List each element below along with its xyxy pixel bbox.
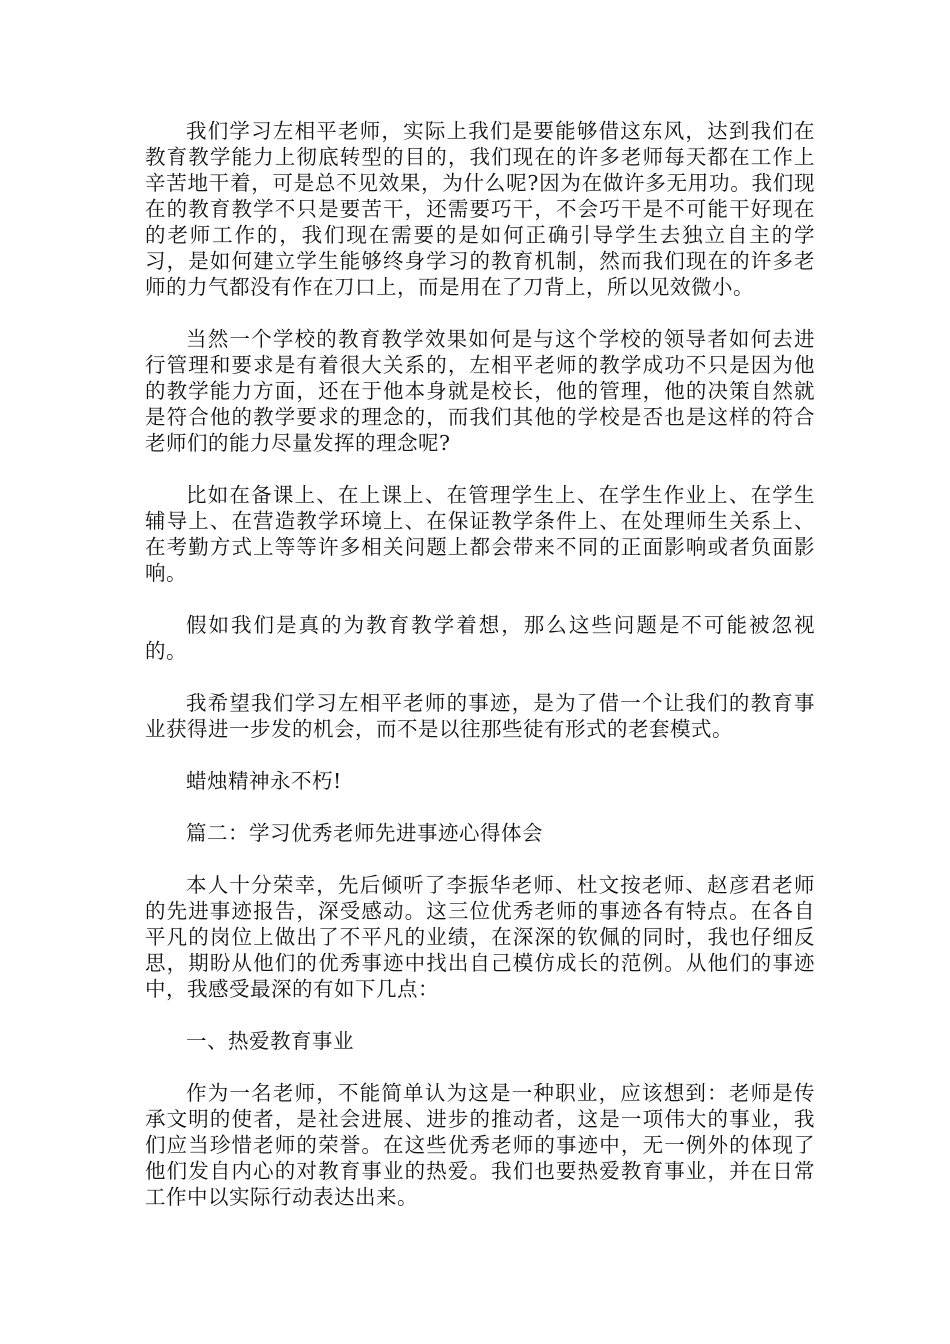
paragraph-3: 比如在备课上、在上课上、在管理学生上、在学生作业上、在学生辅导上、在营造教学环境上、在保证教学条件上、在处理师生关系上、在考勤方式上等等许多相关问题上都会带来不同的正面影响或者负面影响。 — [145, 483, 815, 585]
paragraph-gap — [145, 300, 815, 326]
paragraph-4: 假如我们是真的为教育教学着想，那么这些问题是不可能被忽视的。 — [145, 613, 815, 663]
paragraph-7: 作为一名老师，不能简单认为这是一种职业，应该想到：老师是传承文明的使者，是社会进展、进步的推动者，这是一项伟大的事业，我们应当珍惜老师的荣誉。在这些优秀老师的事迹中，无一例外的体现了他们发自内心的对教育事业的热爱。我们也要热爱教育事业，并在日常工作中以实际行动表达出来。 — [145, 1081, 815, 1209]
subsection-heading: 一、热爱教育事业 — [186, 1029, 354, 1053]
paragraph-gap — [145, 664, 815, 690]
paragraph-gap — [145, 586, 815, 612]
paragraph-gap — [145, 456, 815, 482]
paragraph-6: 本人十分荣幸，先后倾听了李振华老师、杜文按老师、赵彦君老师的先进事迹报告，深受感动。这三位优秀老师的事迹各有特点。在各自平凡的岗位上做出了不平凡的业绩，在深深的钦佩的同时，我也仔细反思，期盼从他们的优秀事迹中找出自己模仿成长的范例。从他们的事迹中，我感受最深的有如下几点： — [145, 873, 815, 1001]
paragraph-gap — [145, 1054, 815, 1080]
paragraph-gap — [145, 794, 815, 820]
slogan-line: 蜡烛精神永不朽! — [186, 769, 342, 793]
paragraph-2: 当然一个学校的教育教学效果如何是与这个学校的领导者如何去进行管理和要求是有着很大关系的，左相平老师的教学成功不只是因为他的教学能力方面，还在于他本身就是校长，他的管理，他的决策自然就是符合他的教学要求的理念的，而我们其他的学校是否也是这样的符合老师们的能力尽量发挥的理念呢? — [145, 327, 815, 455]
paragraph-5: 我希望我们学习左相平老师的事迹，是为了借一个让我们的教育事业获得进一步发的机会，而不是以往那些徒有形式的老套模式。 — [145, 691, 815, 741]
paragraph-gap — [145, 1002, 815, 1028]
paragraph-1: 我们学习左相平老师，实际上我们是要能够借这东风，达到我们在教育教学能力上彻底转型的目的，我们现在的许多老师每天都在工作上辛苦地干着，可是总不见效果，为什么呢?因为在做许多无用功。我们现在的教育教学不只是要苦干，还需要巧干，不会巧干是不可能干好现在的老师工作的，我们现在需要的是如何正确引导学生去独立自主的学习，是如何建立学生能够终身学习的教育机制，然而我们现在的许多老师的力气都没有作在刀口上，而是用在了刀背上，所以见效微小。 — [145, 119, 815, 299]
document-body — [145, 118, 815, 1210]
paragraph-gap — [145, 846, 815, 872]
paragraph-gap — [145, 742, 815, 768]
section-heading: 篇二：学习优秀老师先进事迹心得体会 — [186, 821, 543, 845]
